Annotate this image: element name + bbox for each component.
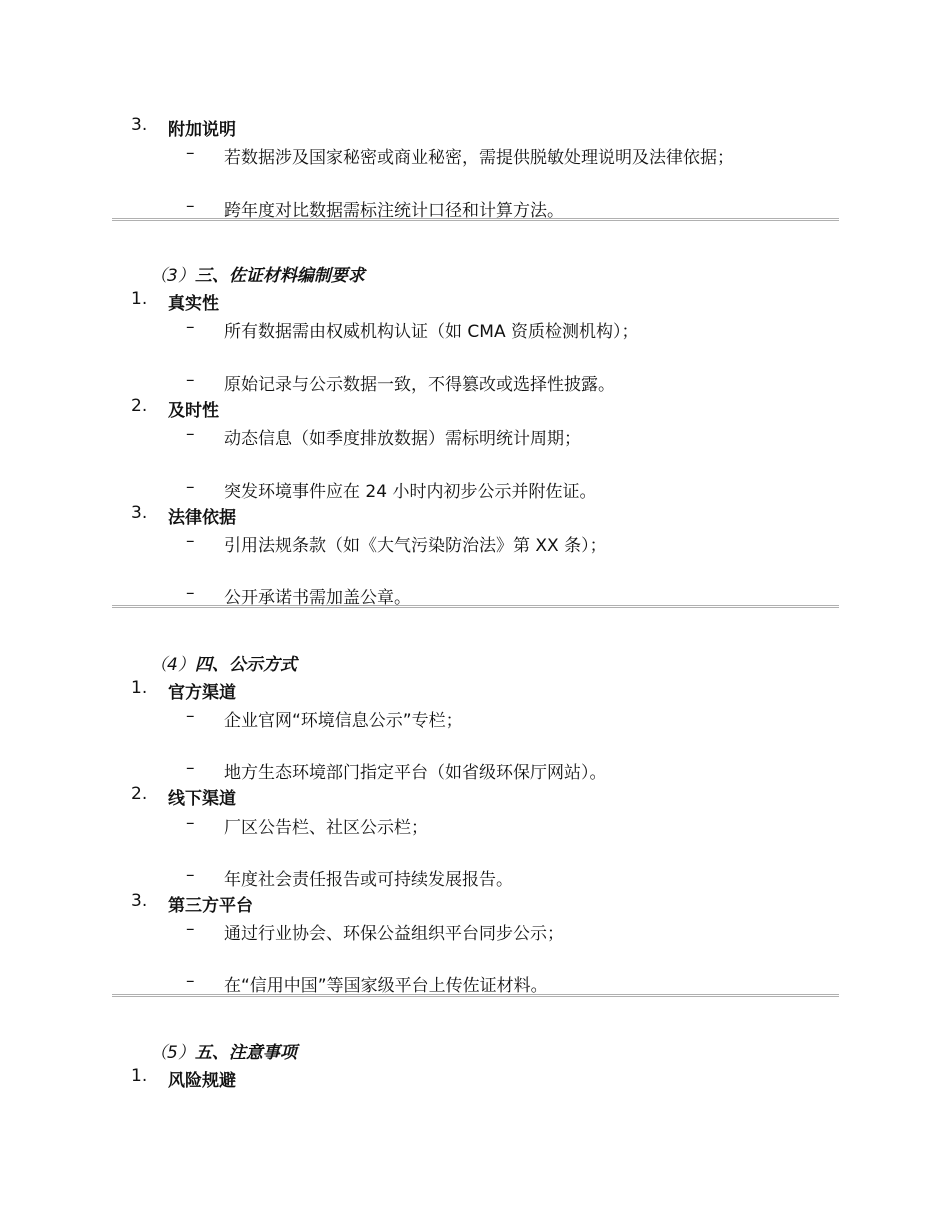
section-heading-4 [150,650,297,675]
bullet-text: 引用法规条款（如《大气污染防治法》第 XX 条）； [224,536,607,556]
bullet-dash: – [186,971,195,991]
item-title-supplementary: 附加说明 [168,120,236,140]
item-title-offline-channels: 线下渠道 [168,789,236,809]
bullet-text: 在“信用中国”等国家级平台上传佐证材料。 [224,976,548,996]
bullet-text: 厂区公告栏、社区公示栏； [224,818,428,838]
bullet-text: 突发环境事件应在 24 小时内初步公示并附佐证。 [224,482,597,502]
item-title-legal-basis: 法律依据 [168,508,236,528]
bullet-dash: – [186,865,195,885]
bullet-dash: – [186,758,195,778]
section-divider [112,605,839,608]
bullet-dash: – [186,477,195,497]
item-number: 2. [131,784,148,804]
section-title: 五、注意事项 [194,1043,297,1063]
section-title: 四、公示方式 [194,655,297,675]
item-number: 3. [131,891,148,911]
item-number: 1. [131,1066,148,1086]
bullet-text: 所有数据需由权威机构认证（如 CMA 资质检测机构）； [224,322,639,342]
item-number: 3. [131,503,148,523]
item-title-authenticity: 真实性 [168,294,219,314]
item-number: 1. [131,289,148,309]
bullet-dash: – [186,370,195,390]
section-divider [112,994,839,997]
item-number: 3. [131,115,148,135]
bullet-text: 通过行业协会、环保公益组织平台同步公示； [224,924,564,944]
bullet-dash: – [186,706,195,726]
bullet-dash: – [186,317,195,337]
bullet-text: 动态信息（如季度排放数据）需标明统计周期； [224,429,581,449]
section-heading-3 [150,261,365,286]
item-number: 1. [131,678,148,698]
item-number: 2. [131,396,148,416]
bullet-dash: – [186,424,195,444]
section-divider [112,218,839,221]
item-title-timeliness: 及时性 [168,401,219,421]
bullet-text: 年度社会责任报告或可持续发展报告。 [224,870,513,890]
bullet-text: 企业官网“环境信息公示”专栏； [224,711,463,731]
bullet-text: 地方生态环境部门指定平台（如省级环保厅网站）。 [224,763,607,783]
bullet-dash: – [186,813,195,833]
section-prefix: （5） [150,1043,195,1063]
bullet-text: 若数据涉及国家秘密或商业秘密，需提供脱敏处理说明及法律依据； [224,148,734,168]
bullet-text: 跨年度对比数据需标注统计口径和计算方法。 [224,201,564,221]
bullet-dash: – [186,531,195,551]
bullet-dash: – [186,143,195,163]
bullet-text: 公开承诺书需加盖公章。 [224,588,411,608]
bullet-dash: – [186,919,195,939]
item-title-official-channels: 官方渠道 [168,683,236,703]
item-title-risk-avoidance: 风险规避 [168,1071,236,1091]
bullet-text: 原始记录与公示数据一致，不得篡改或选择性披露。 [224,375,615,395]
section-heading-5 [150,1038,297,1063]
section-prefix: （3） [150,266,195,286]
bullet-dash: – [186,196,195,216]
section-title: 三、佐证材料编制要求 [194,266,365,286]
item-title-third-party: 第三方平台 [168,896,253,916]
section-prefix: （4） [150,655,195,675]
bullet-dash: – [186,583,195,603]
